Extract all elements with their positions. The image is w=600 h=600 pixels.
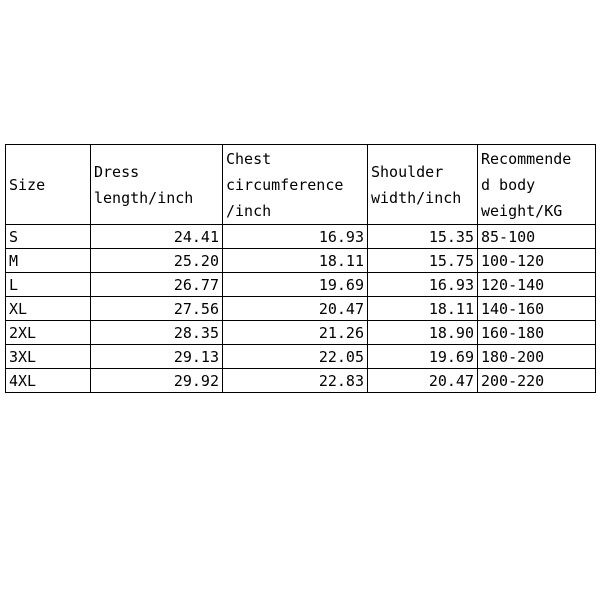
cell-dress-length: 28.35 <box>91 321 223 345</box>
cell-shoulder-width: 15.75 <box>368 249 478 273</box>
table-row <box>6 345 596 369</box>
size-chart-table <box>5 144 596 393</box>
cell-chest-circumference: 22.05 <box>223 345 368 369</box>
header-shoulder-width: Shoulder width/inch <box>368 145 478 225</box>
cell-size: XL <box>6 297 91 321</box>
cell-chest-circumference: 20.47 <box>223 297 368 321</box>
cell-recommended-weight: 180-200 <box>478 345 596 369</box>
cell-recommended-weight: 120-140 <box>478 273 596 297</box>
header-size: Size <box>6 145 91 225</box>
cell-recommended-weight: 100-120 <box>478 249 596 273</box>
cell-size: L <box>6 273 91 297</box>
cell-recommended-weight: 140-160 <box>478 297 596 321</box>
cell-shoulder-width: 15.35 <box>368 225 478 249</box>
cell-chest-circumference: 19.69 <box>223 273 368 297</box>
cell-recommended-weight: 160-180 <box>478 321 596 345</box>
cell-dress-length: 25.20 <box>91 249 223 273</box>
cell-dress-length: 27.56 <box>91 297 223 321</box>
cell-shoulder-width: 20.47 <box>368 369 478 393</box>
cell-shoulder-width: 16.93 <box>368 273 478 297</box>
cell-size: S <box>6 225 91 249</box>
table-row <box>6 225 596 249</box>
table-row <box>6 249 596 273</box>
table-row <box>6 273 596 297</box>
header-chest-circumference: Chest circumference /inch <box>223 145 368 225</box>
cell-chest-circumference: 22.83 <box>223 369 368 393</box>
cell-shoulder-width: 18.11 <box>368 297 478 321</box>
cell-dress-length: 29.92 <box>91 369 223 393</box>
cell-dress-length: 26.77 <box>91 273 223 297</box>
table-row <box>6 321 596 345</box>
cell-dress-length: 29.13 <box>91 345 223 369</box>
cell-size: M <box>6 249 91 273</box>
cell-shoulder-width: 18.90 <box>368 321 478 345</box>
cell-shoulder-width: 19.69 <box>368 345 478 369</box>
cell-size: 4XL <box>6 369 91 393</box>
cell-size: 2XL <box>6 321 91 345</box>
cell-chest-circumference: 18.11 <box>223 249 368 273</box>
cell-chest-circumference: 21.26 <box>223 321 368 345</box>
cell-size: 3XL <box>6 345 91 369</box>
cell-chest-circumference: 16.93 <box>223 225 368 249</box>
header-row <box>6 145 596 225</box>
table-row <box>6 369 596 393</box>
cell-recommended-weight: 200-220 <box>478 369 596 393</box>
table-row <box>6 297 596 321</box>
header-dress-length: Dress length/inch <box>91 145 223 225</box>
header-recommended-weight: Recommende d body weight/KG <box>478 145 596 225</box>
table-header <box>6 145 596 225</box>
table-body <box>6 225 596 393</box>
cell-recommended-weight: 85-100 <box>478 225 596 249</box>
cell-dress-length: 24.41 <box>91 225 223 249</box>
